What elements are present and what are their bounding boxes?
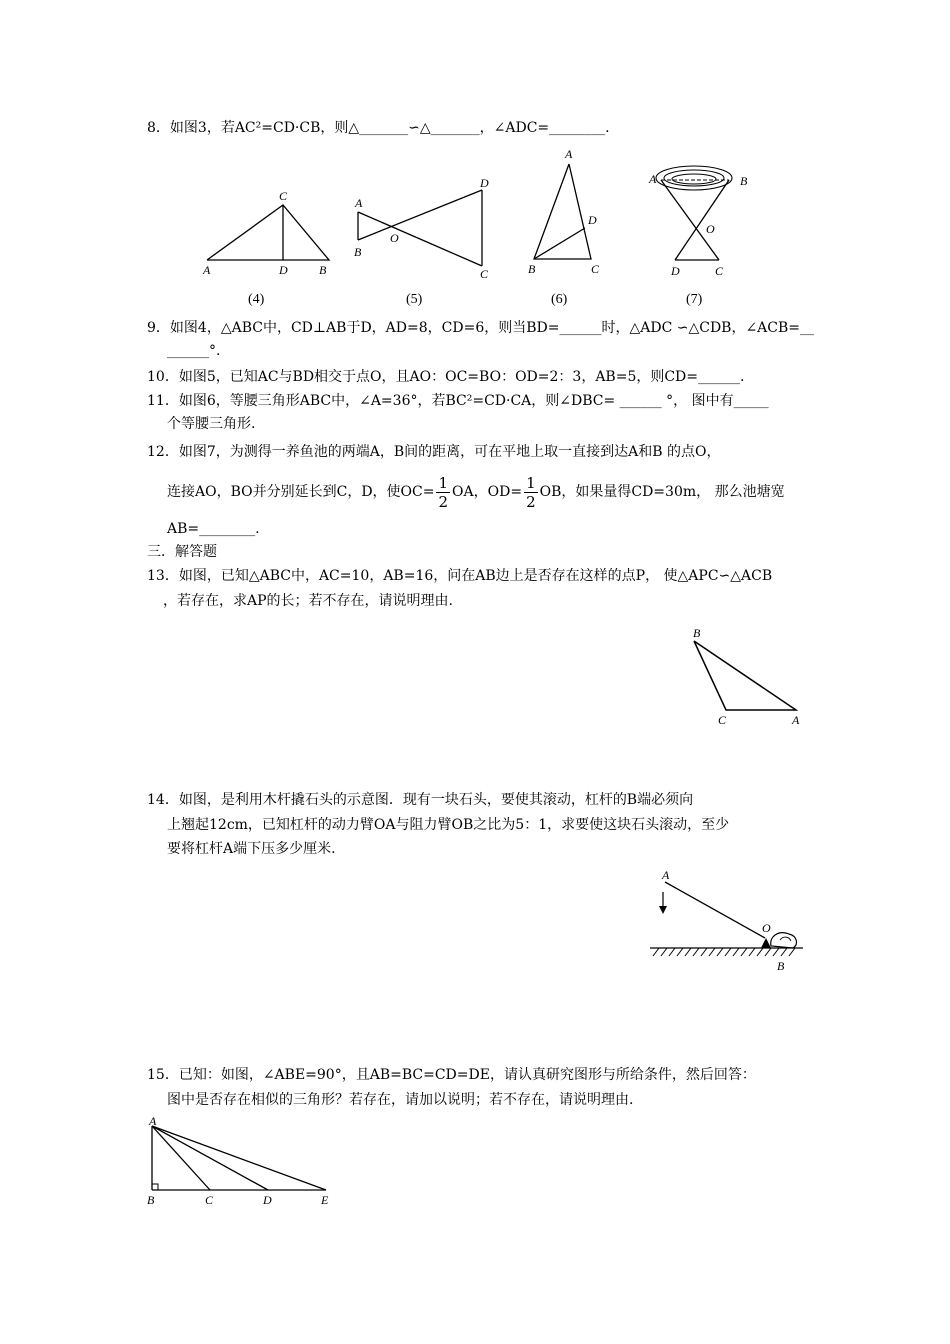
question-12-line-3: AB=________. [167,521,260,537]
question-11-line-1: 11．如图6，等腰三角形ABC中，∠A=36°，若BC²=CD·CA，则∠DBC= ______ °， 图中有_____ [147,393,769,409]
f6-label-a: A [565,147,573,161]
f4-label-d: D [279,263,288,277]
f5-label-c: C [480,267,489,281]
f4-label-b: B [319,263,327,277]
question-15-line-2: 图中是否存在相似的三角形？若存在，请加以说明；若不存在，请说明理由. [167,1092,634,1108]
figure-14 [645,866,805,976]
f5-label-d: D [480,176,489,190]
f7-label-a: A [649,172,657,186]
f6-label-d: D [588,213,597,227]
f5-label-o: O [390,231,399,245]
fraction-denominator: 2 [526,492,536,511]
question-14-line-2: 上翘起12cm，已知杠杆的动力臂OA与阻力臂OB之比为5：1，求要使这块石头滚动，至少 [167,817,730,833]
f14-label-o: O [762,921,771,935]
f15-label-c: C [205,1193,214,1207]
fraction-numerator: 1 [526,473,536,492]
q12-text-3: OB，如果量得CD=30m， 那么池塘宽 [539,484,785,500]
fraction-half-1 [436,474,450,511]
f6-label-c: C [591,262,600,276]
f14-label-a: A [662,868,670,882]
f15-label-d: D [263,1193,272,1207]
figure-15 [143,1112,343,1212]
question-14-line-3: 要将杠杆A端下压多少厘米. [167,841,336,857]
question-13-line-1: 13．如图，已知△ABC中，AC=10，AB=16，问在AB边上是否存在这样的点P， 使△APC∽△ACB [147,568,773,584]
f5-label-b: B [354,245,362,259]
figure-6 [525,146,610,278]
question-9-line-2: ______°. [167,343,221,359]
question-9-line-1: 9．如图4，△ABC中，CD⊥AB于D，AD=8，CD=6，则当BD=______时，△ADC ∽△CDB，∠ACB=__ [147,320,815,336]
f7-label-o: O [706,222,715,236]
f4-label-c: C [279,189,288,203]
f6-label-b: B [528,262,536,276]
f7-label-d: D [671,264,680,278]
f15-label-e: E [321,1193,329,1207]
question-12-line-1: 12．如图7，为测得一养鱼池的两端A，B间的距离，可在平地上取一直接到达A和B 的点O， [147,444,721,460]
question-13-line-2: ，若存在，求AP的长；若不存在，请说明理由. [163,593,453,609]
q12-text-2: OA，OD= [452,484,523,500]
section-heading: 三．解答题 [147,544,217,560]
question-8: 8．如图3，若AC²=CD·CB，则△_______∽△_______，∠ADC=________. [147,120,610,136]
f7-label-c: C [715,264,724,278]
figure-7 [645,158,760,283]
figure-5 [350,176,500,281]
f7-label-b: B [740,174,748,188]
question-10: 10．如图5，已知AC与BD相交于点O，且AO：OC=BO：OD=2：3，AB=5，则CD=______. [147,369,745,385]
figure-13 [688,623,808,733]
caption-4: (4) [248,292,265,307]
figure-4 [195,188,340,278]
caption-5: (5) [406,292,423,307]
f13-label-c: C [718,713,727,727]
f13-label-a: A [792,713,800,727]
f15-label-b: B [147,1193,155,1207]
f14-label-b: B [777,959,785,973]
caption-6: (6) [551,292,568,307]
fraction-denominator: 2 [438,492,449,511]
question-15-line-1: 15．已知：如图，∠ABE=90°，且AB=BC=CD=DE，请认真研究图形与所给条件，然后回答： [147,1067,756,1083]
f13-label-b: B [693,626,701,640]
q12-text-1: 连接AO，BO并分别延长到C，D，使OC= [167,484,435,500]
f15-label-a: A [149,1114,157,1128]
question-11-line-2: 个等腰三角形. [167,416,256,432]
caption-7: (7) [686,292,703,307]
question-14-line-1: 14．如图，是利用木杆撬石头的示意图．现有一块石头，要使其滚动，杠杆的B端必须向 [147,792,694,808]
fraction-half-2 [524,474,538,511]
fraction-numerator: 1 [438,473,449,492]
f5-label-a: A [355,196,363,210]
f4-label-a: A [203,263,211,277]
question-12-line-2 [167,470,785,514]
